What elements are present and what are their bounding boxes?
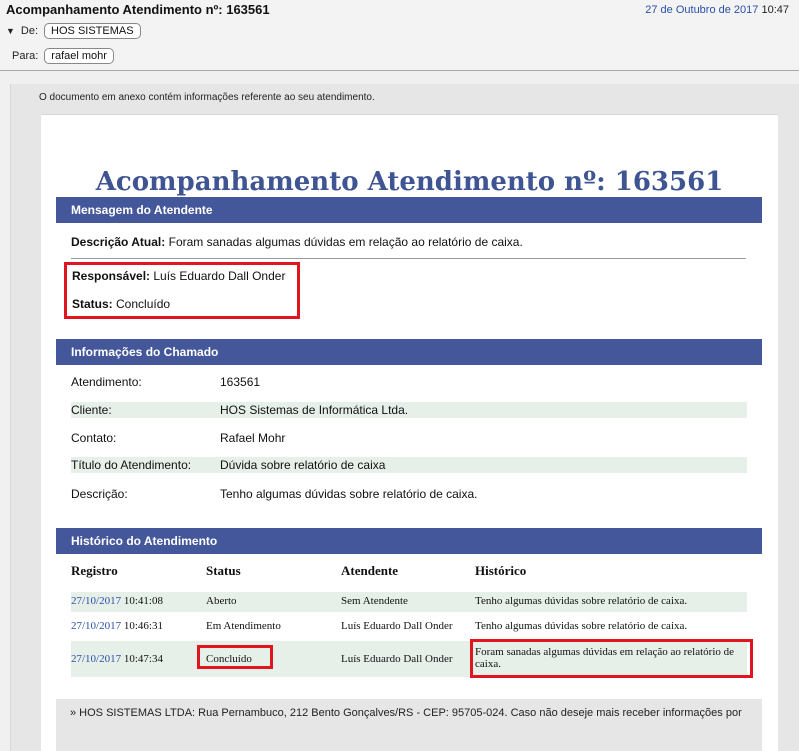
info-row-contato (71, 430, 747, 446)
info-row-titulo (71, 457, 747, 473)
mail-time: 10:47 (761, 4, 789, 16)
info-label: Título do Atendimento: (71, 458, 192, 472)
divider (71, 258, 746, 259)
mail-date-day[interactable]: 27 de Outubro de 2017 (645, 4, 759, 16)
info-row-atendimento (71, 374, 747, 390)
mail-date (645, 4, 789, 16)
descricao-atual-label: Descrição Atual: (71, 235, 166, 249)
mail-subject: Acompanhamento Atendimento nº: 163561 (6, 2, 270, 17)
info-label: Descrição: (71, 487, 128, 501)
info-value: 163561 (220, 375, 261, 389)
from-row (6, 23, 141, 39)
info-value: Dúvida sobre relatório de caixa (220, 458, 386, 472)
column-header-atendente: Atendente (341, 563, 399, 578)
info-label: Atendimento: (71, 375, 142, 389)
section-header-informacoes: Informações do Chamado (56, 339, 762, 365)
mail-header (0, 0, 799, 71)
info-label: Contato: (71, 431, 117, 445)
info-value: Rafael Mohr (220, 431, 286, 445)
registro-cell (71, 620, 163, 632)
highlight-box-status-concluido (197, 645, 273, 669)
to-row (12, 48, 114, 64)
info-row-cliente (71, 402, 747, 418)
section-header-historico: Histórico do Atendimento (56, 528, 762, 554)
date-link[interactable]: 27/10/2017 (71, 620, 122, 632)
column-header-status: Status (206, 563, 241, 578)
status-label: Status: (72, 297, 113, 311)
date-link[interactable]: 27/10/2017 (71, 595, 122, 607)
column-header-registro: Registro (71, 563, 118, 578)
atendente-cell: Luís Eduardo Dall Onder (341, 620, 453, 632)
table-row (71, 617, 747, 637)
footer-text: » HOS SISTEMAS LTDA: Rua Pernambuco, 212 Bento Gonçalves/RS - CEP: 95705-024. Caso não deseje mais receber informações por (70, 707, 742, 719)
status-cell: Aberto (206, 595, 237, 607)
section-header-mensagem: Mensagem do Atendente (56, 197, 762, 223)
status-value: Concluído (116, 297, 171, 311)
info-row-descricao (71, 486, 747, 502)
from-contact-pill[interactable]: HOS SISTEMAS (44, 23, 141, 39)
registro-cell (71, 653, 163, 665)
highlight-box-responsavel-status (64, 262, 300, 319)
footer (56, 699, 762, 751)
status-cell: Concluído (206, 653, 252, 665)
atendente-cell: Sem Atendente (341, 595, 408, 607)
time-text: 10:41:08 (123, 595, 163, 607)
descricao-atual (71, 235, 523, 249)
time-text: 10:46:31 (123, 620, 163, 632)
registro-cell (71, 595, 163, 607)
column-header-historico: Histórico (475, 563, 527, 578)
report-card (41, 114, 778, 751)
report-title: Acompanhamento Atendimento nº: 163561 (95, 167, 724, 197)
from-label: De: (20, 25, 39, 37)
intro-text: O documento em anexo contém informações referente ao seu atendimento. (39, 92, 375, 103)
date-link[interactable]: 27/10/2017 (71, 653, 122, 665)
historico-cell: Foram sanadas algumas dúvidas em relação ao relatório de caixa. (475, 646, 735, 670)
highlight-box-historico-concluido (470, 639, 753, 678)
collapse-triangle-icon[interactable]: ▼ (6, 26, 15, 36)
atendente-cell: Luís Eduardo Dall Onder (341, 653, 453, 665)
time-text: 10:47:34 (123, 653, 163, 665)
descricao-atual-value: Foram sanadas algumas dúvidas em relação ao relatório de caixa. (168, 235, 523, 249)
historico-cell: Tenho algumas dúvidas sobre relatório de caixa. (475, 620, 688, 632)
status-cell: Em Atendimento (206, 620, 281, 632)
to-contact-pill[interactable]: rafael mohr (44, 48, 114, 64)
info-value: Tenho algumas dúvidas sobre relatório de caixa. (220, 487, 478, 501)
historico-cell: Tenho algumas dúvidas sobre relatório de caixa. (475, 595, 688, 607)
table-row (71, 592, 747, 612)
mail-body (10, 84, 799, 751)
info-label: Cliente: (71, 403, 112, 417)
info-value: HOS Sistemas de Informática Ltda. (220, 403, 409, 417)
responsavel-value: Luís Eduardo Dall Onder (153, 269, 286, 283)
to-label: Para: (12, 50, 39, 62)
responsavel-label: Responsável: (72, 269, 151, 283)
